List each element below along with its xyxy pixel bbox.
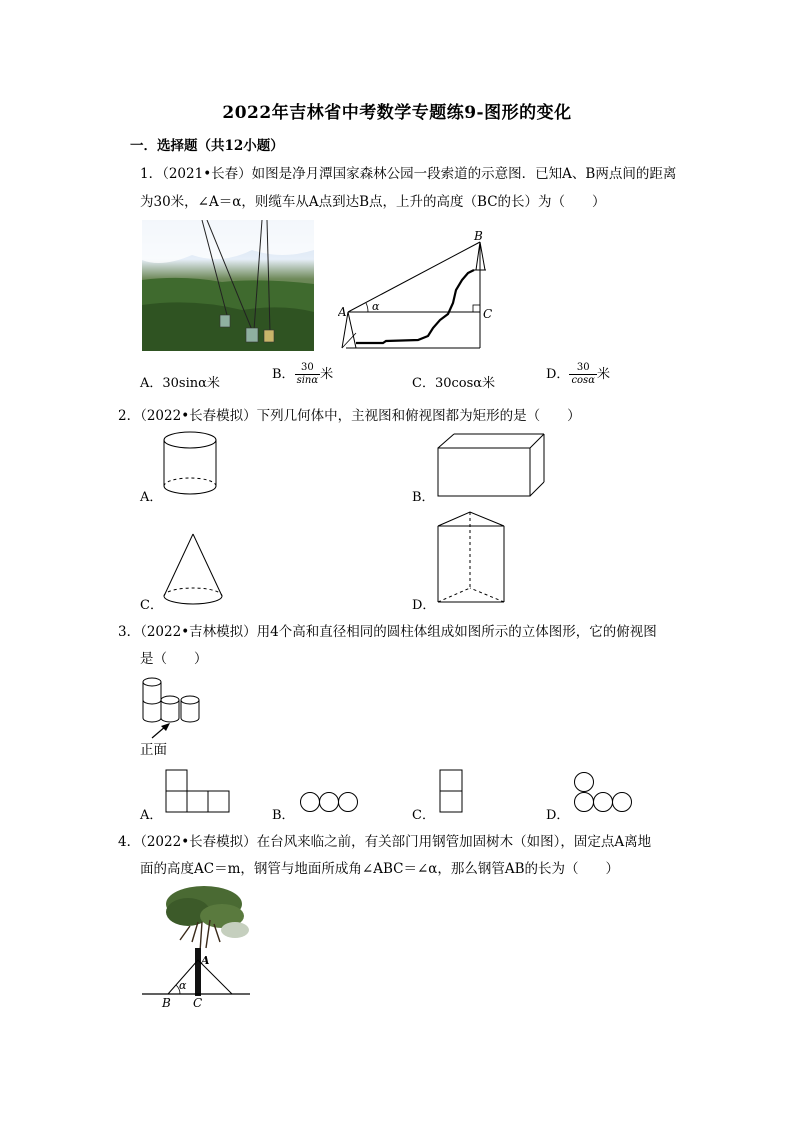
q1-option-b-unit: 米 xyxy=(320,367,334,382)
q4-label-b: B xyxy=(162,996,171,1010)
q1-label-alpha: α xyxy=(372,300,380,313)
q1-text-line2: 为30米，∠A＝α，则缆车从A点到达B点，上升的高度（BC的长）为（ ） xyxy=(140,194,606,210)
q1-label-b: B xyxy=(474,229,483,243)
q3-front-label: 正面 xyxy=(140,742,167,758)
q1-option-b-fraction xyxy=(295,362,321,387)
q3-option-c-figure xyxy=(438,768,466,814)
q1-option-d[interactable] xyxy=(546,362,610,387)
q1-option-b-numerator: 30 xyxy=(295,362,321,375)
q1-label-c: C xyxy=(483,307,493,321)
q3-text-line2: 是（ ） xyxy=(140,651,208,667)
q2-option-d[interactable]: D． xyxy=(412,598,436,613)
q1-option-a-text: 30sinα米 xyxy=(162,376,220,391)
q2-option-b[interactable]: B． xyxy=(412,490,435,505)
q1-option-a-prefix: A． xyxy=(140,376,163,391)
cableway-photo-drawing xyxy=(142,220,314,351)
page-title: 2022年吉林省中考数学专题练9-图形的变化 xyxy=(222,103,572,123)
q2-cone-figure xyxy=(158,530,228,610)
q4-text-line2: 面的高度AC＝m，钢管与地面所成角∠ABC＝∠α，那么钢管AB的长为（ ） xyxy=(140,861,620,877)
q1-option-d-numerator: 30 xyxy=(569,362,597,375)
q1-option-d-unit: 米 xyxy=(596,367,610,382)
q1-option-b[interactable] xyxy=(272,362,333,387)
q2-cylinder-figure xyxy=(158,428,222,500)
q4-label-c: C xyxy=(193,996,203,1010)
q1-option-c-prefix: C． xyxy=(412,376,435,391)
q1-option-d-fraction xyxy=(569,362,597,387)
q3-option-d[interactable]: D． xyxy=(546,808,570,823)
q1-option-d-prefix: D． xyxy=(546,367,570,382)
q3-option-b-figure xyxy=(298,790,362,814)
q3-cylinders-figure xyxy=(138,674,208,726)
section-heading: 一．选择题（共12小题） xyxy=(130,138,284,154)
q1-option-b-prefix: B． xyxy=(272,367,295,382)
q2-text-line1: 2．（2022•长春模拟）下列几何体中，主视图和俯视图都为矩形的是（ ） xyxy=(118,408,581,424)
q3-option-d-figure xyxy=(572,770,636,816)
q1-cableway-diagram xyxy=(338,228,498,353)
q4-text-line1: 4．（2022•长春模拟）在台风来临之前，有关部门用钢管加固树木（如图），固定点A离地 xyxy=(118,834,652,850)
q3-text-line1: 3．（2022•吉林模拟）用4个高和直径相同的圆柱体组成如图所示的立体图形，它的俯视图 xyxy=(118,624,657,640)
q2-option-c[interactable]: C． xyxy=(140,598,163,613)
q2-cuboid-figure xyxy=(434,430,550,500)
q3-option-a-figure xyxy=(164,768,234,814)
q1-cableway-photo xyxy=(142,220,314,351)
q1-option-c[interactable] xyxy=(412,372,495,391)
q4-tree-figure xyxy=(140,882,255,1012)
q1-option-d-denominator: cosα xyxy=(571,375,595,386)
q1-option-c-text: 30cosα米 xyxy=(434,376,496,391)
q1-option-a[interactable] xyxy=(140,372,220,391)
q2-prism-figure xyxy=(434,508,508,608)
q2-option-a[interactable]: A． xyxy=(140,490,163,505)
q1-label-a: A xyxy=(338,305,347,319)
q1-option-b-denominator: sinα xyxy=(296,375,319,386)
q3-option-c[interactable]: C． xyxy=(412,808,435,823)
q4-label-alpha: α xyxy=(179,979,187,992)
q4-label-a: A xyxy=(201,954,210,967)
q3-option-b[interactable]: B． xyxy=(272,808,295,823)
q3-option-a[interactable]: A． xyxy=(140,808,163,823)
q1-text-line1: 1．（2021•长春）如图是净月潭国家森林公园一段索道的示意图．已知A、B两点间的距离 xyxy=(140,166,677,182)
